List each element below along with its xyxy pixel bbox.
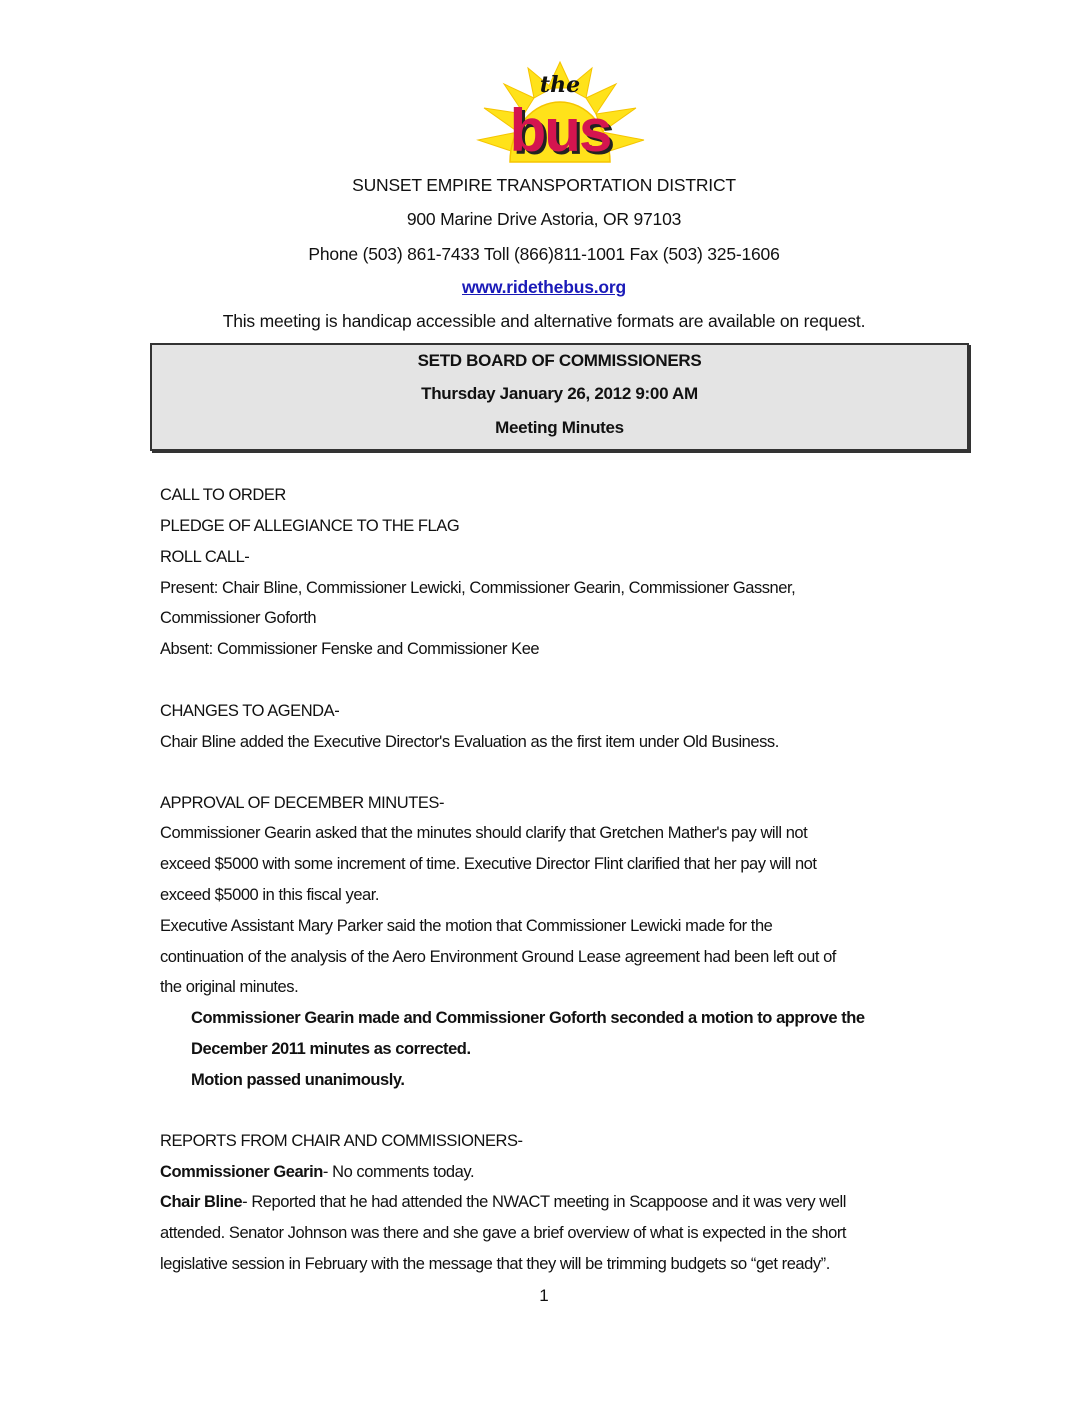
the-bus-logo	[468, 58, 652, 166]
org-name: SUNSET EMPIRE TRANSPORTATION DISTRICT	[352, 175, 736, 195]
gearin-report	[160, 1163, 474, 1182]
page-number: 1	[539, 1286, 549, 1305]
bline-name: Chair Bline	[160, 1193, 243, 1211]
document-type: Meeting Minutes	[495, 418, 624, 437]
meeting-title-box	[150, 343, 969, 451]
motion-line: December 2011 minutes as corrected.	[191, 1040, 471, 1058]
logo-bus-text: bus	[509, 97, 611, 164]
gearin-name: Commissioner Gearin	[160, 1163, 323, 1181]
website-link[interactable]: www.ridethebus.org	[462, 277, 626, 297]
pledge-heading: PLEDGE OF ALLEGIANCE TO THE FLAG	[160, 517, 460, 535]
changes-agenda-heading: CHANGES TO AGENDA-	[160, 702, 340, 720]
website-row	[0, 277, 1088, 298]
changes-agenda-text: Chair Bline added the Executive Director's Evaluation as the first item under Old Business.	[160, 733, 779, 751]
motion-result: Motion passed unanimously.	[191, 1071, 405, 1089]
gearin-text: - No comments today.	[322, 1163, 475, 1181]
absent-line: Absent: Commissioner Fenske and Commissioner Kee	[160, 640, 540, 658]
approval-p1-line: exceed $5000 with some increment of time. Executive Director Flint clarified that her pay will not	[160, 855, 817, 873]
reports-heading: REPORTS FROM CHAIR AND COMMISSIONERS-	[160, 1132, 523, 1150]
logo-the-text: the	[539, 72, 581, 98]
org-contact: Phone (503) 861-7433 Toll (866)811-1001 Fax (503) 325-1606	[308, 244, 780, 264]
approval-p1-line: Commissioner Gearin asked that the minutes should clarify that Gretchen Mather's pay will not	[160, 824, 808, 842]
org-address: 900 Marine Drive Astoria, OR 97103	[406, 209, 682, 229]
bline-report-line: attended. Senator Johnson was there and she gave a brief overview of what is expected in the short	[160, 1224, 847, 1242]
approval-p2-line: continuation of the analysis of the Aero Environment Ground Lease agreement had been left out of	[160, 948, 836, 966]
bline-report-line: legislative session in February with the message that they will be trimming budgets so “get ready”.	[160, 1255, 830, 1273]
board-name: SETD BOARD OF COMMISSIONERS	[417, 351, 702, 370]
bline-report	[160, 1193, 846, 1212]
approval-p1-line: exceed $5000 in this fiscal year.	[160, 886, 380, 904]
meeting-datetime: Thursday January 26, 2012 9:00 AM	[421, 384, 698, 403]
roll-call-heading: ROLL CALL-	[160, 548, 250, 566]
approval-p2-line: Executive Assistant Mary Parker said the motion that Commissioner Lewicki made for the	[160, 917, 773, 935]
motion-line: Commissioner Gearin made and Commissioner Goforth seconded a motion to approve the	[191, 1009, 865, 1027]
present-line-1: Present: Chair Bline, Commissioner Lewicki, Commissioner Gearin, Commissioner Gassner,	[160, 579, 796, 597]
accessibility-note: This meeting is handicap accessible and alternative formats are available on request.	[222, 311, 866, 331]
bline-text: - Reported that he had attended the NWACT meeting in Scappoose and it was very well	[242, 1193, 846, 1211]
call-to-order-heading: CALL TO ORDER	[160, 486, 286, 504]
approval-heading: APPROVAL OF DECEMBER MINUTES-	[160, 794, 444, 812]
present-line-2: Commissioner Goforth	[160, 609, 317, 627]
approval-p2-line: the original minutes.	[160, 978, 299, 996]
